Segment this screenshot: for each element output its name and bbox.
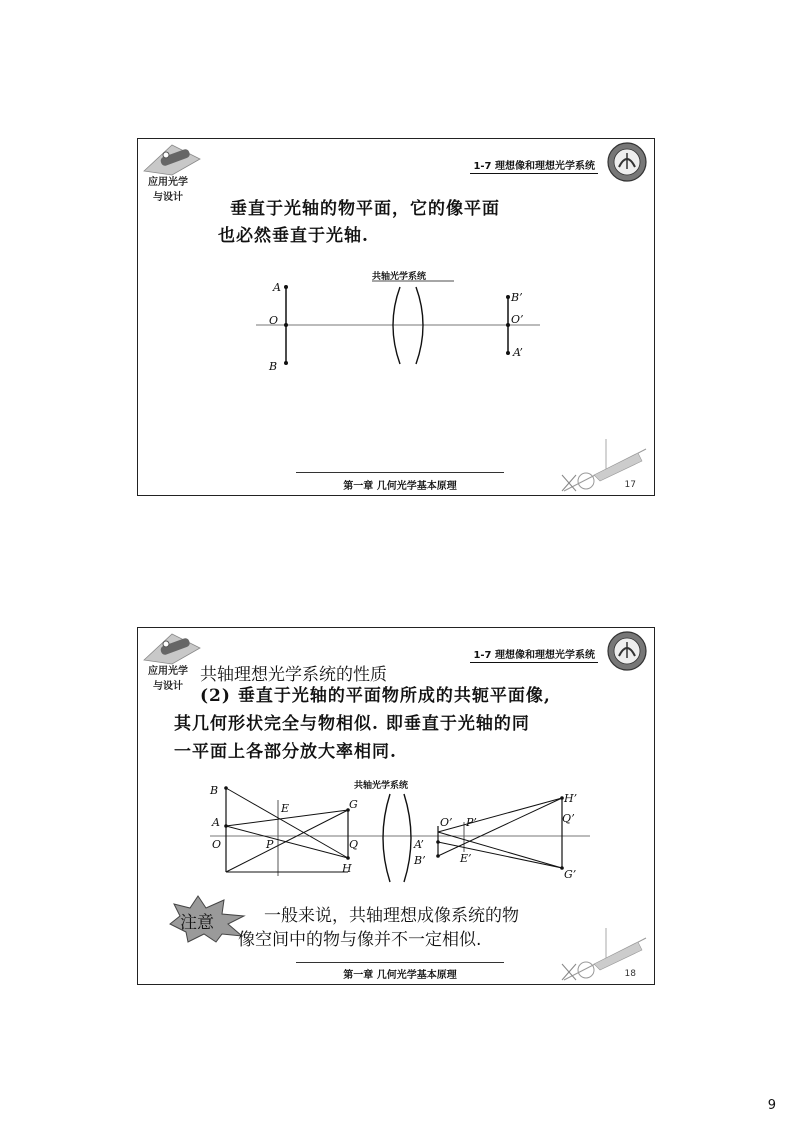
label-Q-prime: Q’: [562, 812, 575, 825]
similar-image-diagram: [138, 776, 655, 888]
document-page-number: 9: [767, 1098, 776, 1113]
body-text-line1: (2) 垂直于光轴的平面物所成的共轭平面像,: [200, 686, 551, 706]
slide-18: [137, 627, 655, 985]
university-emblem-icon: [606, 630, 648, 672]
lens-right-surface: [404, 794, 411, 882]
label-P-prime: P’: [466, 816, 477, 829]
point-B: [284, 361, 288, 365]
course-label: [141, 175, 195, 205]
diagram-title: 共轴光学系统: [372, 272, 427, 282]
label-A: A: [212, 816, 220, 829]
point-B: [224, 786, 228, 790]
label-O: O: [212, 838, 222, 851]
label-E: E: [281, 802, 290, 815]
diagram-title: 共轴光学系统: [354, 781, 409, 791]
course-label-line1: 应用光学: [148, 177, 188, 188]
point-A-prime: [436, 840, 440, 844]
slide-page-number: 17: [624, 480, 636, 490]
course-logo-graphic: [142, 141, 202, 177]
ray-to-G-prime: [438, 832, 562, 868]
drafting-tools-graphic: [558, 920, 650, 984]
course-label-line1: 应用光学: [148, 666, 188, 677]
label-O: O: [269, 314, 279, 327]
label-A: A: [273, 281, 281, 294]
label-B-prime: B’: [511, 291, 523, 304]
section-title: 1-7 理想像和理想光学系统: [470, 157, 598, 174]
point-A-prime: [506, 351, 510, 355]
label-A-prime: A’: [414, 838, 424, 851]
point-O-prime: [506, 323, 510, 327]
label-O-prime: O’: [440, 816, 453, 829]
university-emblem-icon: [606, 141, 648, 183]
section-title: 1-7 理想像和理想光学系统: [470, 646, 598, 663]
note-text: [238, 904, 519, 952]
point-A: [224, 824, 228, 828]
course-logo-graphic: [142, 630, 202, 666]
note-badge-label: 注意: [180, 913, 214, 933]
body-text-line3: 一平面上各部分放大率相同.: [174, 742, 397, 762]
label-H: H: [342, 862, 352, 875]
point-O: [284, 323, 288, 327]
point-B-prime: [506, 295, 510, 299]
label-P: P: [266, 838, 274, 851]
slide-17: [137, 138, 655, 496]
label-Q: Q: [349, 838, 359, 851]
label-H-prime: H’: [564, 792, 578, 805]
ray-A-prime-to-G-prime: [438, 842, 562, 868]
label-B-prime: B’: [414, 854, 426, 867]
course-label-line2: 与设计: [153, 681, 183, 692]
ray-bottom-to-G: [226, 810, 348, 872]
course-label-line2: 与设计: [153, 192, 183, 203]
drafting-tools-graphic: [558, 431, 650, 495]
note-text-line2: 像空间中的物与像并不一定相似.: [238, 930, 482, 950]
point-H: [346, 856, 350, 860]
footer-divider: [296, 472, 504, 473]
label-A-prime: A’: [513, 346, 523, 359]
ray-A-to-H: [226, 826, 348, 858]
label-O-prime: O’: [511, 313, 524, 326]
label-B: B: [210, 784, 219, 797]
footer-divider: [296, 962, 504, 963]
label-G: G: [349, 798, 358, 811]
note-text-line1: 一般来说，共轴理想成像系统的物: [264, 906, 519, 926]
body-text-line2: 其几何形状完全与物相似. 即垂直于光轴的同: [174, 714, 530, 734]
body-text-line1: 垂直于光轴的物平面，它的像平面: [230, 199, 500, 219]
coaxial-optical-system-diagram: [138, 267, 655, 377]
chapter-footer: 第一章 几何光学基本原理: [343, 970, 457, 981]
slide-heading: 共轴理想光学系统的性质: [200, 665, 387, 685]
label-E-prime: E’: [460, 852, 472, 865]
course-label: [141, 664, 195, 694]
slide-page-number: 18: [624, 969, 636, 979]
ray-B-to-H: [226, 788, 348, 858]
label-G-prime: G’: [564, 868, 577, 881]
body-text-line2: 也必然垂直于光轴.: [218, 226, 369, 246]
point-B-prime: [436, 854, 440, 858]
note-badge-starburst-icon: [166, 894, 248, 944]
point-A: [284, 285, 288, 289]
chapter-footer: 第一章 几何光学基本原理: [343, 481, 457, 492]
lens-left-surface: [383, 794, 390, 882]
label-B: B: [269, 360, 278, 373]
